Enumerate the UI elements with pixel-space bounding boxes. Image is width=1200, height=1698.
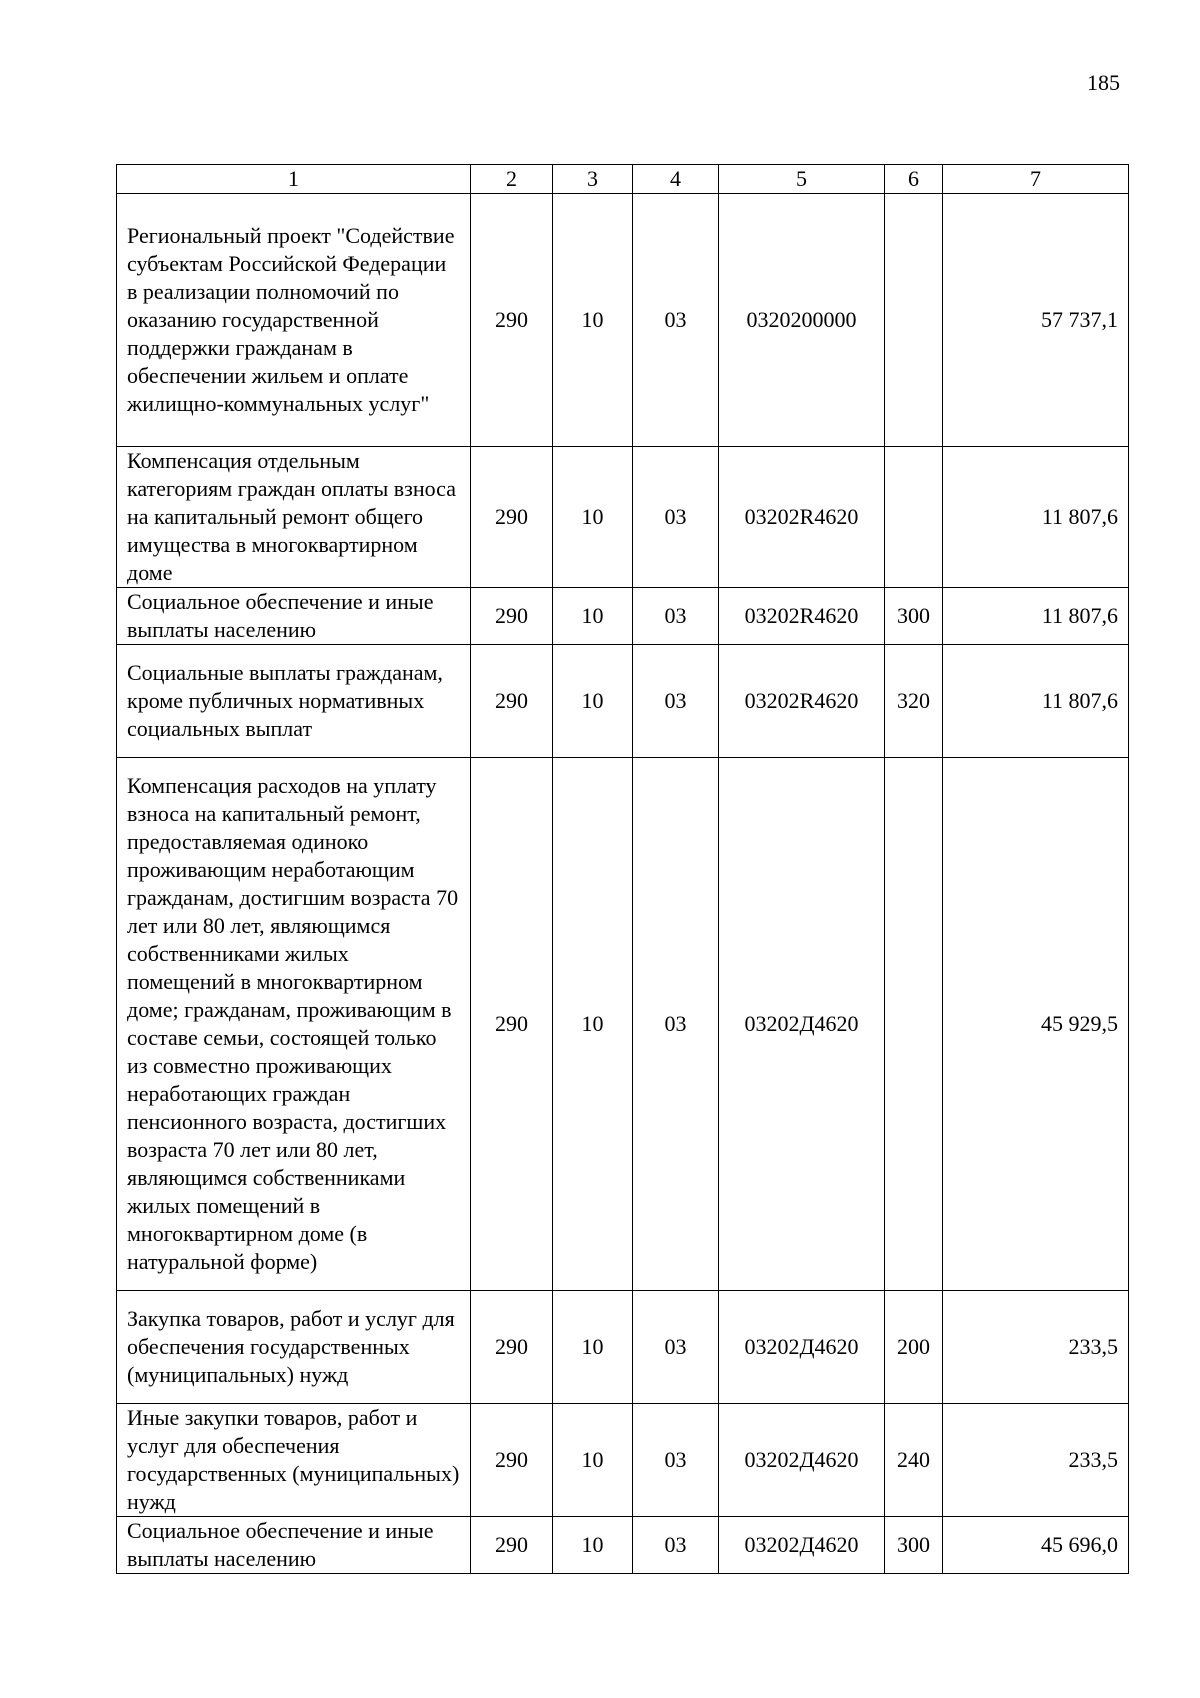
row-amount: 233,5	[943, 1404, 1129, 1517]
row-amount: 45 929,5	[943, 758, 1129, 1291]
row-admin-code: 290	[471, 1517, 553, 1574]
row-expense-type: 200	[885, 1291, 943, 1404]
row-subsection: 03	[633, 588, 719, 645]
row-expense-type	[885, 758, 943, 1291]
row-amount: 45 696,0	[943, 1517, 1129, 1574]
row-section: 10	[553, 1291, 633, 1404]
row-section: 10	[553, 1517, 633, 1574]
table-row	[117, 194, 1129, 447]
row-amount: 57 737,1	[943, 194, 1129, 447]
row-expense-type: 240	[885, 1404, 943, 1517]
budget-table	[116, 164, 1129, 1574]
row-subsection: 03	[633, 1291, 719, 1404]
row-admin-code: 290	[471, 1291, 553, 1404]
row-admin-code: 290	[471, 447, 553, 588]
row-name: Компенсация отдельным категориям граждан оплаты взноса на капитальный ремонт общего имущества в многоквартирном доме	[117, 447, 471, 588]
row-name: Социальное обеспечение и иные выплаты населению	[117, 1517, 471, 1574]
row-expense-type	[885, 194, 943, 447]
table-row	[117, 1404, 1129, 1517]
row-amount: 11 807,6	[943, 645, 1129, 758]
row-subsection: 03	[633, 1517, 719, 1574]
header-col-5: 5	[719, 165, 885, 194]
row-amount: 11 807,6	[943, 588, 1129, 645]
row-admin-code: 290	[471, 758, 553, 1291]
row-amount: 11 807,6	[943, 447, 1129, 588]
row-section: 10	[553, 758, 633, 1291]
table-row	[117, 645, 1129, 758]
row-admin-code: 290	[471, 645, 553, 758]
row-subsection: 03	[633, 1404, 719, 1517]
row-name: Иные закупки товаров, работ и услуг для обеспечения государственных (муниципальных) нужд	[117, 1404, 471, 1517]
row-name: Компенсация расходов на уплату взноса на капитальный ремонт, предоставляемая одиноко проживающим неработающим гражданам, достигшим возраста 70 лет или 80 лет, являющимся собственниками жилых помещений в многоквартирном доме; гражданам, проживающим в составе семьи, состоящей только из совместно проживающих неработающих граждан пенсионного возраста, достигших возраста 70 лет или 80 лет, являющимся собственниками жилых помещений в многоквартирном доме (в натуральной форме)	[117, 758, 471, 1291]
row-target-article: 03202Д4620	[719, 758, 885, 1291]
row-section: 10	[553, 645, 633, 758]
header-col-2: 2	[471, 165, 553, 194]
header-col-6: 6	[885, 165, 943, 194]
table-row	[117, 1291, 1129, 1404]
page-number: 185	[1087, 70, 1120, 95]
row-subsection: 03	[633, 194, 719, 447]
row-subsection: 03	[633, 447, 719, 588]
header-col-1: 1	[117, 165, 471, 194]
table-row	[117, 447, 1129, 588]
header-col-4: 4	[633, 165, 719, 194]
row-target-article: 03202Д4620	[719, 1291, 885, 1404]
row-section: 10	[553, 588, 633, 645]
row-section: 10	[553, 447, 633, 588]
row-admin-code: 290	[471, 1404, 553, 1517]
row-target-article: 03202R4620	[719, 588, 885, 645]
row-section: 10	[553, 1404, 633, 1517]
table-row	[117, 758, 1129, 1291]
row-name: Социальные выплаты гражданам, кроме публичных нормативных социальных выплат	[117, 645, 471, 758]
table-row	[117, 1517, 1129, 1574]
row-section: 10	[553, 194, 633, 447]
row-amount: 233,5	[943, 1291, 1129, 1404]
row-name: Закупка товаров, работ и услуг для обеспечения государственных (муниципальных) нужд	[117, 1291, 471, 1404]
table-row	[117, 588, 1129, 645]
row-admin-code: 290	[471, 588, 553, 645]
row-target-article: 03202Д4620	[719, 1517, 885, 1574]
row-target-article: 03202R4620	[719, 447, 885, 588]
header-col-3: 3	[553, 165, 633, 194]
row-expense-type	[885, 447, 943, 588]
row-expense-type: 300	[885, 588, 943, 645]
row-name: Социальное обеспечение и иные выплаты населению	[117, 588, 471, 645]
row-target-article: 03202Д4620	[719, 1404, 885, 1517]
header-row	[117, 165, 1129, 194]
row-expense-type: 320	[885, 645, 943, 758]
row-name: Региональный проект "Содействие субъектам Российской Федерации в реализации полномочий по оказанию государственной поддержки гражданам в обеспечении жильем и оплате жилищно-коммунальных услуг"	[117, 194, 471, 447]
row-admin-code: 290	[471, 194, 553, 447]
row-target-article: 03202R4620	[719, 645, 885, 758]
row-subsection: 03	[633, 645, 719, 758]
row-target-article: 0320200000	[719, 194, 885, 447]
row-subsection: 03	[633, 758, 719, 1291]
header-col-7: 7	[943, 165, 1129, 194]
row-expense-type: 300	[885, 1517, 943, 1574]
